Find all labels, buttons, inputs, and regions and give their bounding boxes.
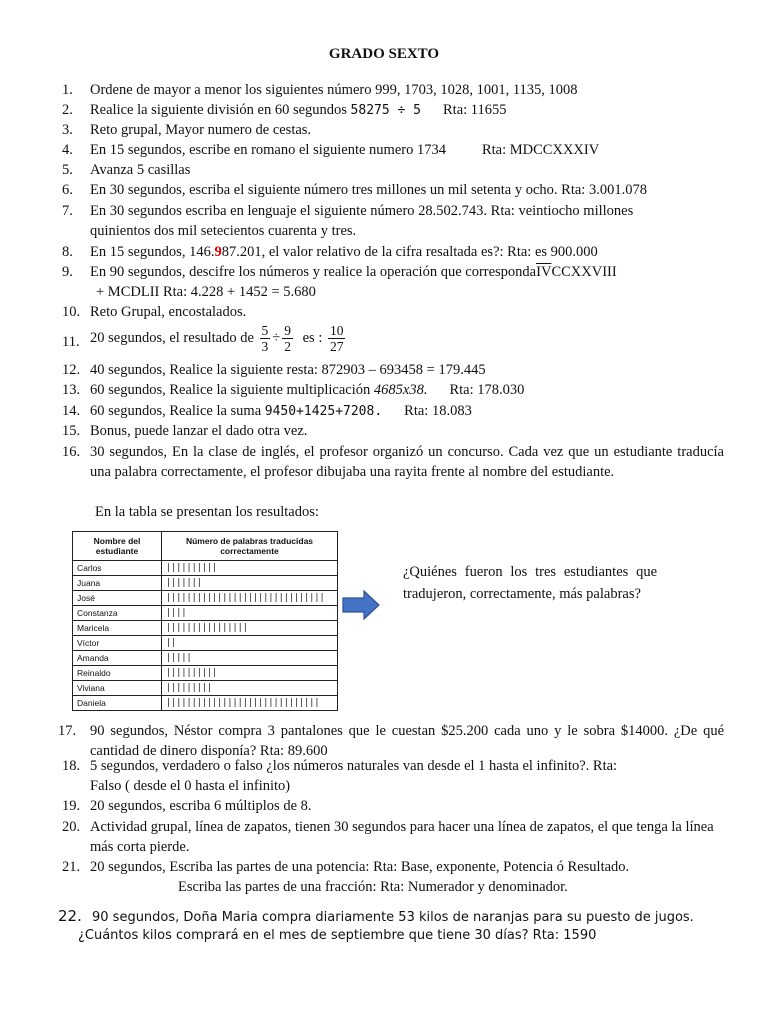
item-21-continuation: Escriba las partes de una fracción: Rta: Numerador y denominador.	[178, 879, 568, 895]
item-16-continuation: En la tabla se presentan los resultados:	[95, 504, 319, 520]
fraction-10-27: $\frac{10}{27}$	[329, 323, 344, 354]
sum-expression: 9450+1425+7208.	[264, 404, 383, 419]
table-question: ¿Quiénes fueron los tres estudiantes que tradujeron, correctamente, más palabras?	[403, 564, 657, 602]
item-18-continuation: Falso ( desde el 0 hasta el infinito)	[90, 778, 291, 794]
table-row: Viviana |||||||||	[73, 681, 338, 696]
highlighted-digit: 9	[214, 244, 222, 260]
item-22: 22. 90 segundos, Doña Maria compra diariamente 53 kilos de naranjas para su puesto de jugos. ¿Cuántos kilos comprará en el mes de septiembre que tiene 30 días? Rta: 1590	[58, 907, 694, 943]
table-row: Carlos ||||||||||	[73, 561, 338, 576]
table-row: Víctor ||	[73, 636, 338, 651]
table-row: Juana |||||||	[73, 576, 338, 591]
item-22-continuation: ¿Cuántos kilos comprará en el mes de septiembre que tiene 30 días? Rta: 1590	[78, 928, 597, 943]
table-row: José |||||||||||||||||||||||||||||||	[73, 591, 338, 606]
table-row: Amanda |||||	[73, 651, 338, 666]
table-row: Constanza ||||	[73, 606, 338, 621]
results-table	[72, 531, 338, 711]
table-header-row	[73, 532, 338, 561]
fraction-5-3: $\frac{5}{3}$	[261, 323, 269, 354]
table-row: Maricela ||||||||||||||||	[73, 621, 338, 636]
item-11: 11. 20 segundos, el resultado de $\frac{5}{3}$ ÷ $\frac{9}{2}$ es : $\frac{10}{27}$	[62, 323, 344, 354]
overlined-roman: $\overline{IV}$	[536, 264, 552, 280]
worksheet-page: GRADO SEXTO 1. Ordene de mayor a menor los siguientes número 999, 1703, 1028, 1001, 1135, 1008 2. Realice la siguiente división en 60 segundos 58275 ÷ 5 Rta: 11655 3. Reto grupal, Mayor numero de cestas. 4. En 15 segundos, escribe en romano el siguiente numero 1734 Rta: MDCCXXXIV 5. Avanza 5 casillas 6. En 30 segundos, escriba el siguiente número tres millones un mil setenta y ocho. Rta: 3.001.078 7. En 30 segundos escriba en lenguaje el siguiente número 28.502.743. Rta: veintiocho millones quinientos dos mil setecientos cuarenta y tres. 8. En 15 segundos, 146.987.201, el valor relativo de la cifra resaltada es?: Rta: es 900.000 9. En 90 segundos, descifre los números y realice la operación que $corresponda\overline{IV}CCXXVIII$ + MCDLII Rta: 4.228 + 1452 = 5.680 10. Reto Grupal, encostalados. 11. 20 segundos, el resultado de $\frac{5}{3}$ ÷ $\frac{9}{2}$ es : $\frac{10}{27}$ 12. 40 segundos, Realice la siguiente resta: 872903 – 693458 = 179.445 13. 60 segundos, Realice la siguiente multiplicación 4685x38. Rta: 178.030 14. 60 segundos, Realice la suma 9450+1425+7208. Rta: 18.083 15. Bonus, puede lanzar el dado otra vez. 16. 30 segundos, En la clase de inglés, el profesor organizó un concurso. Cada vez que un estudiante traducía una palabra correctamente, el profesor dibujaba una rayita frente al nombre del estudiante. En la tabla se presentan los resultados: Nombre del estudiante Número de palabras traducidas correctamente Carlos |||||||||| Juana ||||||| José ||||||||||||||||||||||||||||||| Constanza |||| Maricela |||||||||||||||| Víctor || Amanda ||||| Reinaldo |||||||||| Viviana ||||||||| Daniela |||||||||||||||||||||||||||||| ¿Quiénes fueron los tres estudiantes que tradujeron, correctamente, más palabras? 17. 90 segundos, Néstor compra 3 pantalones que le cuestan $25.200 cada uno y le sobra $14000. ¿De qué cantidad de dinero disponía? Rta: 89.600 18. 5 segundos, verdadero o falso ¿los números naturales van desde el 1 hasta el infinito?. Rta: Falso ( desde el 0 hasta el infinito) 19. 20 segundos, escriba 6 múltiplos de 8. 20. Actividad grupal, línea de zapatos, tienen 30 segundos para hacer una línea de zapatos, el que tenga la línea más corta pierde. 21. 20 segundos, Escriba las partes de una potencia: Rta: Base, exponente, Potencia ó Resultado. Escriba las partes de una fracción: Rta: Numerador y denominador. 22. 90 segundos, Doña Maria compra diariamente 53 kilos de naranjas para su puesto de jugos. ¿Cuántos kilos comprará en el mes de septiembre que tiene 30 días? Rta: 1590	[0, 0, 768, 1024]
multiplication-expression: 4685x38.	[373, 382, 428, 398]
right-arrow-icon	[342, 590, 380, 620]
division-expression: 58275 ÷ 5	[350, 103, 421, 118]
item-9-continuation: + MCDLII Rta: 4.228 + 1452 = 5.680	[96, 284, 316, 300]
page-title: GRADO SEXTO	[328, 46, 440, 62]
table-row: Daniela ||||||||||||||||||||||||||||||	[73, 696, 338, 711]
table-row: Reinaldo ||||||||||	[73, 666, 338, 681]
item-7-continuation: quinientos dos mil setecientos cuarenta y tres.	[90, 223, 357, 239]
fraction-9-2: $\frac{9}{2}$	[284, 323, 291, 354]
table-header-name: Nombre del estudiante	[73, 532, 162, 561]
table-header-count: Número de palabras traducidas correctamente	[162, 532, 338, 561]
